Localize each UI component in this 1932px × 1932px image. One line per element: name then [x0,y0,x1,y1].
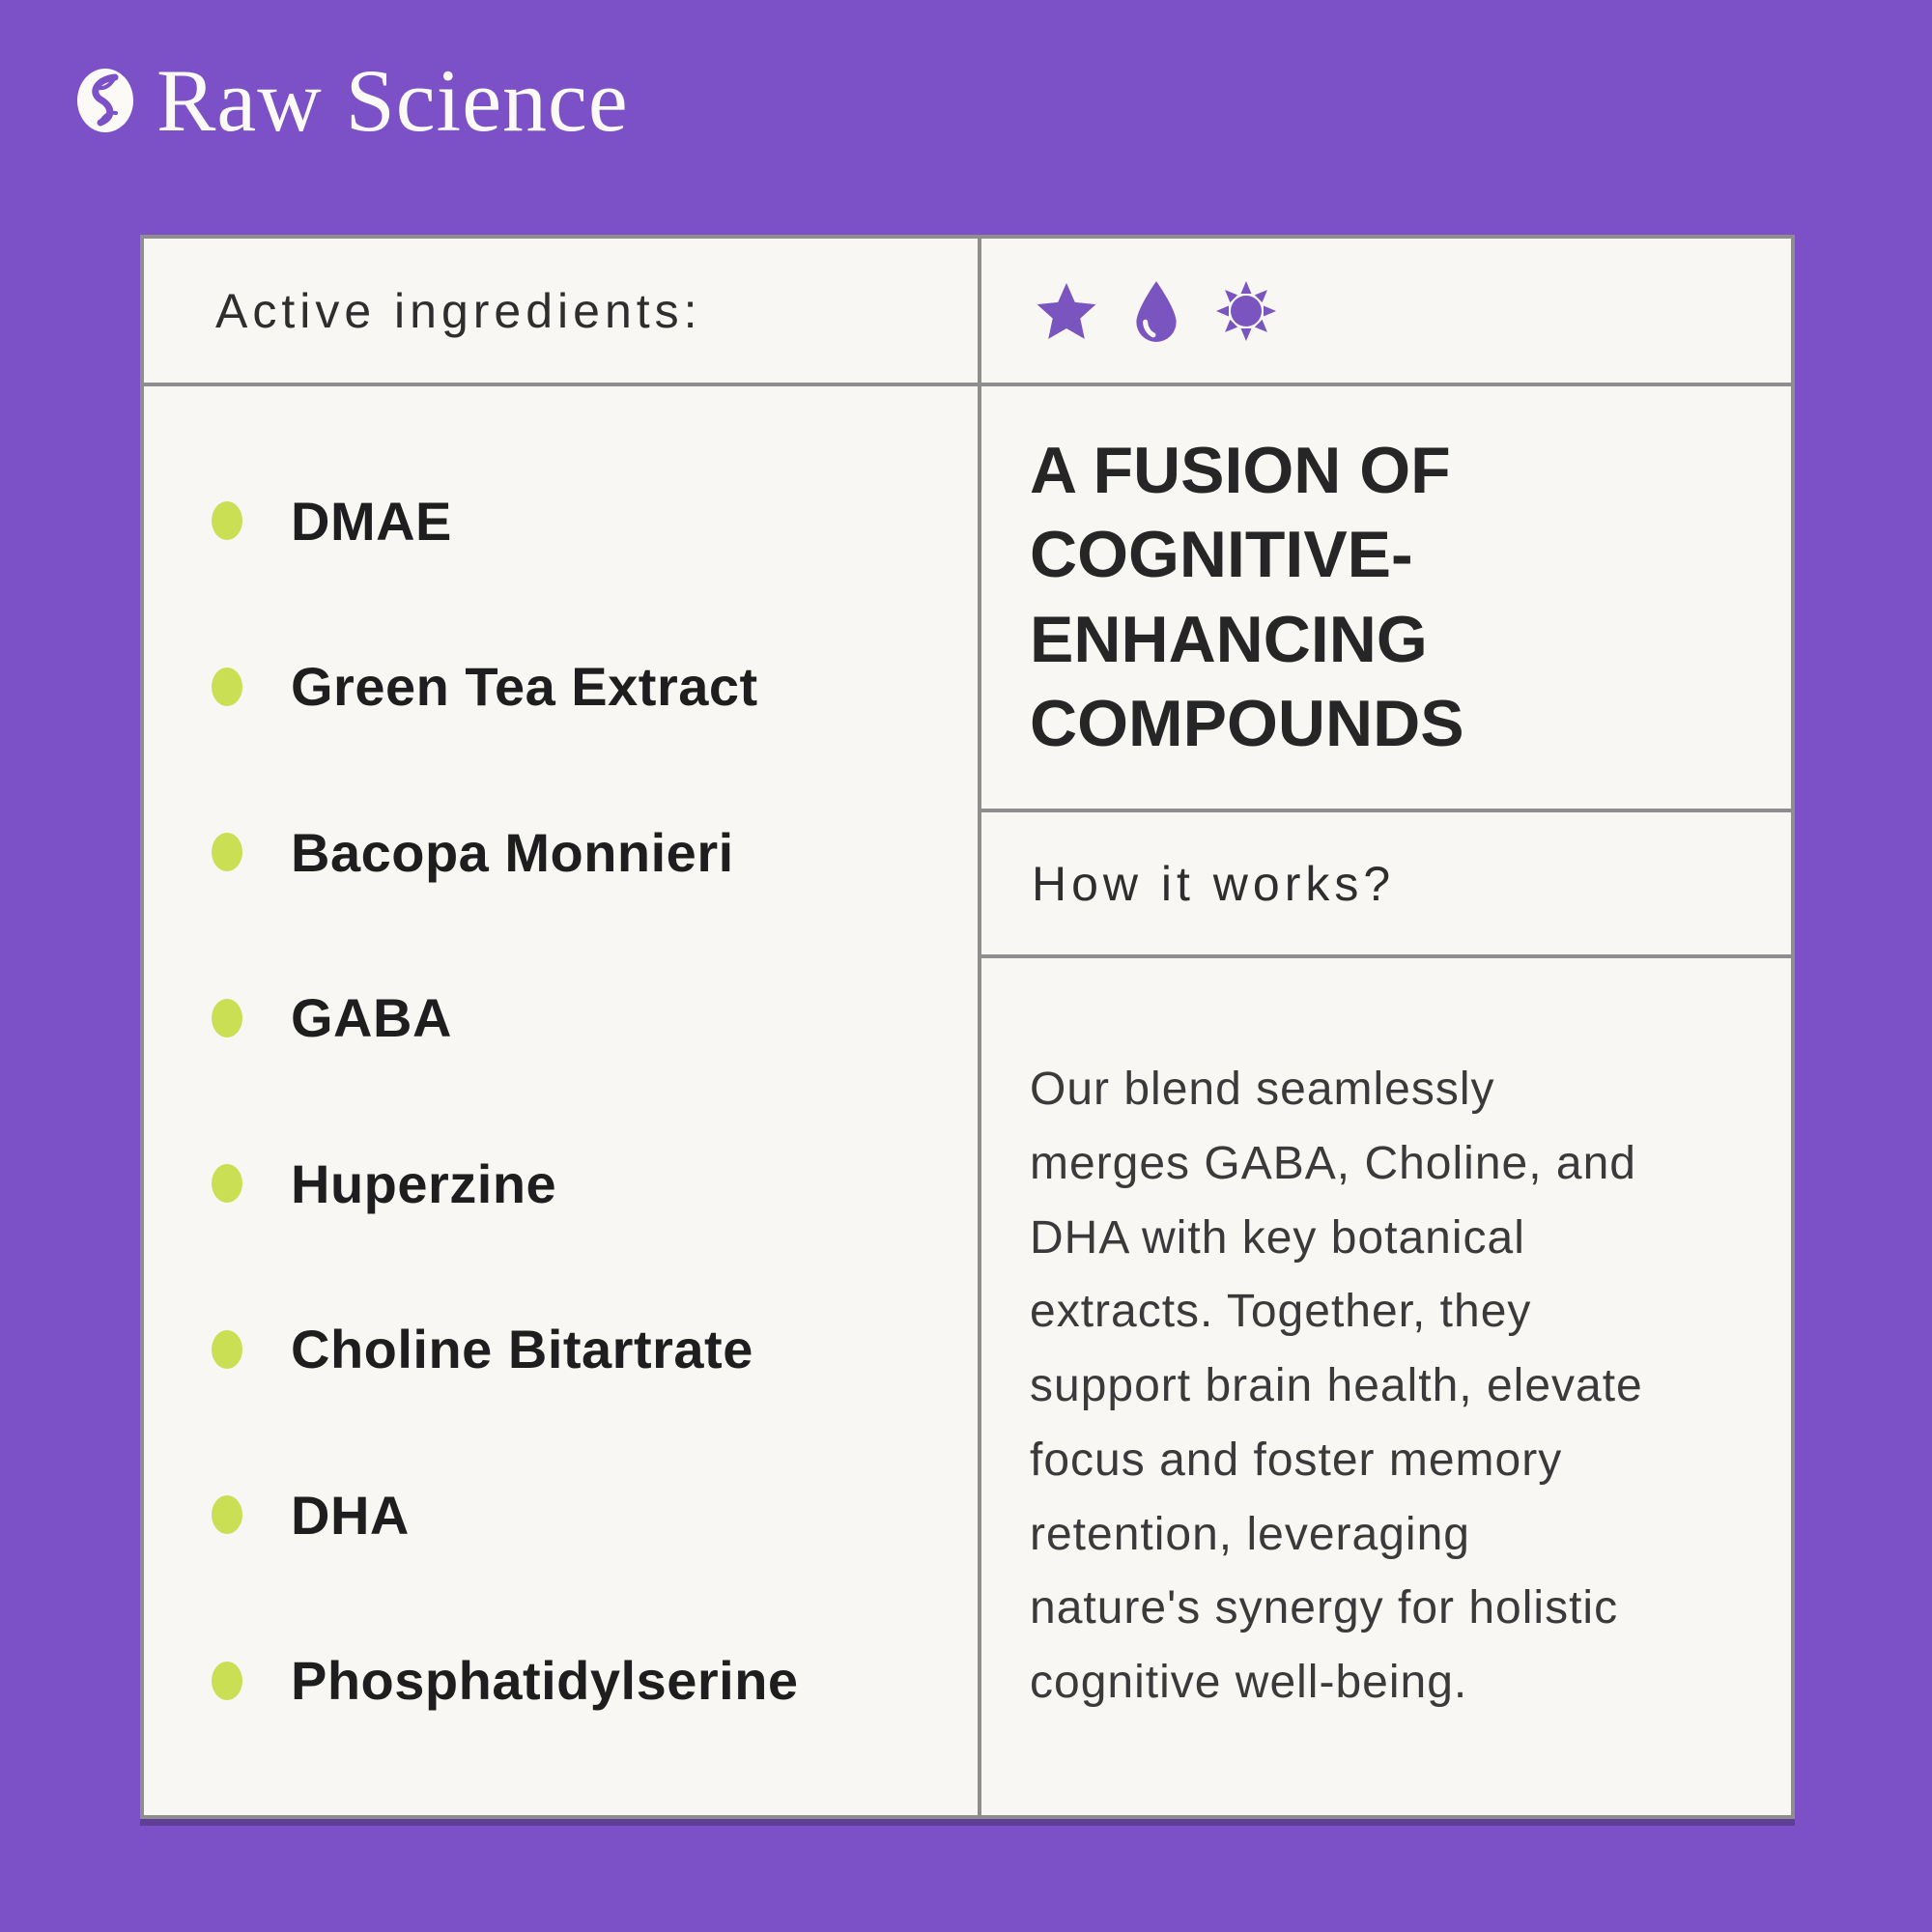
ingredients-list [144,386,978,1815]
ingredient-label: Choline Bitartrate [291,1319,753,1380]
ingredient-label: GABA [291,987,452,1049]
droplet-icon [1132,279,1180,343]
active-ingredients-header [144,239,978,386]
page-title: A FUSION OF COGNITIVE-ENHANCING COMPOUNDS [1030,434,1464,760]
ingredient-label: Bacopa Monnieri [291,821,734,883]
description-text: Our blend seamlessly merges GABA, Choline, and DHA with key botanical extracts. Together, they support brain health, elevate focus and foster memory retention, leveraging nature's synergy for holistic cognitive well-being. [1030,1063,1643,1709]
bullet-dot [212,1164,242,1203]
ingredient-label: Phosphatidylserine [291,1650,799,1712]
leaf-s-icon [75,67,135,134]
bullet-dot [212,668,242,706]
list-item [212,1484,978,1547]
list-item [212,1318,978,1380]
bullet-dot [212,1330,242,1369]
bullet-dot [212,833,242,871]
ingredient-label: DMAE [291,490,452,552]
list-item [212,655,978,718]
how-it-works-label: How it works? [1032,856,1396,911]
ingredient-label: Green Tea Extract [291,656,758,718]
ingredient-label: Huperzine [291,1152,557,1214]
logo-text: Raw Science [156,51,629,150]
brand-logo [75,51,629,150]
sun-icon [1215,280,1277,342]
heading-section [978,386,1791,812]
how-it-works-section [978,812,1791,958]
active-ingredients-label: Active ingredients: [215,283,702,338]
ingredient-label: DHA [291,1484,410,1546]
list-item [212,821,978,884]
list-item [212,490,978,553]
list-item [212,1649,978,1712]
star-icon [1036,280,1097,342]
bullet-dot [212,999,242,1037]
list-item [212,986,978,1049]
bullet-dot [212,1662,242,1700]
info-card [140,235,1795,1819]
list-item [212,1152,978,1215]
bullet-dot [212,501,242,540]
bullet-dot [212,1495,242,1534]
description-section [978,958,1791,1815]
benefit-icons-row [978,239,1791,386]
